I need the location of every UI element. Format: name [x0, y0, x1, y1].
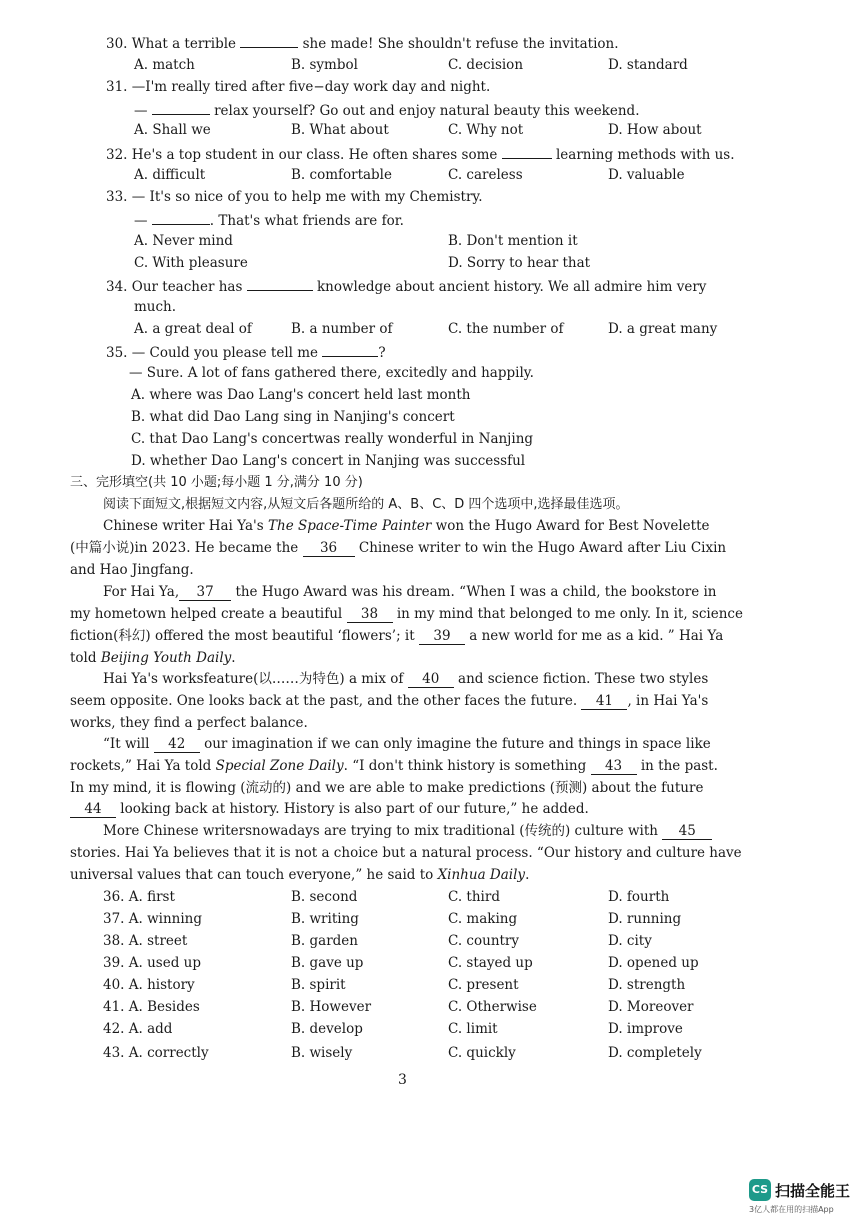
q31-blank [152, 100, 210, 115]
option-42-d: D. improve [608, 1021, 683, 1037]
p5-l1-a: More Chinese writersnowadays are trying to mix traditional (传统的) culture with [103, 823, 658, 839]
newspaper-xinhua-daily: Xinhua Daily [437, 867, 526, 883]
p5-l3-b: . [525, 867, 530, 883]
passage-p3-line1 [103, 670, 708, 688]
section-instruction: 阅读下面短文,根据短文内容,从短文后各题所给的 A、B、C、D 四个选项中,选择最佳选项。 [103, 497, 629, 512]
q35-stem-a: 35. — Could you please tell me [106, 345, 319, 361]
p3-l1-b: and science fiction. These two styles [458, 671, 709, 687]
camscanner-logo-icon: CS [749, 1179, 771, 1201]
passage-p2-line1 [103, 583, 717, 601]
passage-p1-line2 [70, 539, 726, 557]
q34-stem-cont: much. [134, 299, 177, 315]
q30-option-b: B. symbol [291, 57, 358, 73]
option-36-b: B. second [291, 889, 358, 905]
q34-option-c: C. the number of [448, 321, 564, 337]
option-37-d: D. running [608, 911, 682, 927]
option-43-a: 43. A. correctly [103, 1045, 209, 1061]
q30-stem-a: 30. What a terrible [106, 36, 237, 52]
q35-stem [106, 342, 386, 362]
option-36-d: D. fourth [608, 889, 670, 905]
option-41-b: B. However [291, 999, 372, 1015]
p2-l3-b: a new world for me as a kid. ” Hai Ya [469, 628, 724, 644]
option-38-d: D. city [608, 933, 652, 949]
p2-l1-a: For Hai Ya, [103, 584, 180, 600]
q31-option-d: D. How about [608, 122, 702, 138]
p2-l2-a: my hometown helped create a beautiful [70, 606, 343, 622]
q35-option-b: B. what did Dao Lang sing in Nanjing's concert [131, 409, 455, 425]
option-40-c: C. present [448, 977, 519, 993]
option-41-a: 41. A. Besides [103, 999, 200, 1015]
scanner-watermark [749, 1179, 861, 1219]
q34-option-d: D. a great many [608, 321, 718, 337]
p1-l1-b: won the Hugo Award for Best Novelette [431, 518, 710, 534]
q35-option-a: A. where was Dao Lang's concert held last month [131, 387, 471, 403]
option-43-d: D. completely [608, 1045, 702, 1061]
book-title: The Space-Time Painter [268, 518, 432, 534]
q33-reply [134, 210, 404, 230]
q33-reply-b: . That's what friends are for. [209, 213, 404, 229]
passage-p4-line2 [70, 757, 718, 775]
q32-option-a: A. difficult [134, 167, 206, 183]
passage-p4-line3: In my mind, it is flowing (流动的) and we are able to make predictions (预测) about the future [70, 780, 704, 796]
q34-stem [106, 276, 706, 296]
option-43-c: C. quickly [448, 1045, 516, 1061]
q34-stem-a: 34. Our teacher has [106, 279, 243, 295]
p1-l2-b: Chinese writer to win the Hugo Award after Liu Cixin [358, 540, 727, 556]
q31-option-a: A. Shall we [134, 122, 211, 138]
q30-option-d: D. standard [608, 57, 688, 73]
blank-38: 38 [347, 607, 393, 623]
q32-option-d: D. valuable [608, 167, 685, 183]
p3-l2-b: , in Hai Ya's [627, 693, 709, 709]
p2-l2-b: in my mind that belonged to me only. In it, science [396, 606, 743, 622]
watermark-title: 扫描全能王 [775, 1182, 851, 1200]
newspaper-beijing-youth-daily: Beijing Youth Daily [100, 650, 232, 666]
option-38-c: C. country [448, 933, 520, 949]
p3-l1-a: Hai Ya's worksfeature(以……为特色) a mix of [103, 671, 404, 687]
passage-p3-line2 [70, 692, 708, 710]
newspaper-special-zone-daily: Special Zone Daily [215, 758, 344, 774]
q34-option-b: B. a number of [291, 321, 393, 337]
option-42-a: 42. A. add [103, 1021, 173, 1037]
blank-42: 42 [154, 737, 200, 753]
option-42-b: B. develop [291, 1021, 363, 1037]
option-43-b: B. wisely [291, 1045, 353, 1061]
option-39-c: C. stayed up [448, 955, 533, 971]
p2-l3-a: fiction(科幻) offered the most beautiful ‘flowers’; it [70, 628, 415, 644]
p2-l4-a: told [70, 650, 101, 666]
passage-p2-line3 [70, 627, 723, 645]
q33-option-b: B. Don't mention it [448, 233, 578, 249]
blank-41: 41 [581, 694, 627, 710]
q32-stem-b: learning methods with us. [555, 147, 735, 163]
q32-blank [502, 144, 552, 159]
q31-stem: 31. —I'm really tired after five−day work day and night. [106, 79, 491, 95]
passage-p5-line1 [103, 822, 712, 840]
q31-reply [134, 100, 639, 120]
q32-option-b: B. comfortable [291, 167, 392, 183]
q31-option-c: C. Why not [448, 122, 524, 138]
q34-stem-b: knowledge about ancient history. We all admire him very [317, 279, 707, 295]
blank-36: 36 [303, 541, 355, 557]
option-41-c: C. Otherwise [448, 999, 537, 1015]
option-38-a: 38. A. street [103, 933, 188, 949]
q33-option-a: A. Never mind [134, 233, 233, 249]
p4-l1-b: our imagination if we can only imagine the future and things in space like [204, 736, 711, 752]
passage-p2-line2 [70, 605, 743, 623]
q35-option-c: C. that Dao Lang's concertwas really wonderful in Nanjing [131, 431, 534, 447]
q30-stem [106, 33, 619, 53]
q34-blank [247, 276, 313, 291]
q35-reply: — Sure. A lot of fans gathered there, excitedly and happily. [129, 365, 534, 381]
p4-l1-a: “It will [103, 736, 150, 752]
option-36-a: 36. A. first [103, 889, 175, 905]
blank-37: 37 [179, 585, 231, 601]
watermark-subtitle: 3亿人都在用的扫描App [749, 1205, 834, 1214]
p5-l3-a: universal values that can touch everyone,” he said to [70, 867, 438, 883]
passage-p1-line1 [103, 517, 710, 535]
option-39-d: D. opened up [608, 955, 699, 971]
option-38-b: B. garden [291, 933, 358, 949]
q32-option-c: C. careless [448, 167, 523, 183]
p4-l2-b: . “I don't think history is something [343, 758, 587, 774]
q34-option-a: A. a great deal of [134, 321, 252, 337]
option-41-d: D. Moreover [608, 999, 694, 1015]
q35-option-d: D. whether Dao Lang's concert in Nanjing was successful [131, 453, 526, 469]
passage-p4-line1 [103, 735, 711, 753]
option-40-d: D. strength [608, 977, 686, 993]
q31-option-b: B. What about [291, 122, 389, 138]
option-36-c: C. third [448, 889, 500, 905]
passage-p2-line4 [70, 649, 236, 667]
q30-blank [240, 33, 298, 48]
passage-p4-line4 [70, 800, 589, 818]
passage-p5-line2: stories. Hai Ya believes that it is not a choice but a natural process. “Our history and culture have [70, 845, 742, 861]
q30-stem-b: she made! She shouldn't refuse the invitation. [302, 36, 619, 52]
q32-stem-a: 32. He's a top student in our class. He often shares some [106, 147, 498, 163]
q33-option-c: C. With pleasure [134, 255, 248, 271]
blank-43: 43 [591, 759, 637, 775]
section-title: 三、完形填空(共 10 小题;每小题 1 分,满分 10 分) [70, 475, 363, 490]
blank-44: 44 [70, 802, 116, 818]
q30-option-c: C. decision [448, 57, 524, 73]
p3-l2-a: seem opposite. One looks back at the past, and the other faces the future. [70, 693, 578, 709]
q33-blank [152, 210, 210, 225]
option-37-a: 37. A. winning [103, 911, 203, 927]
passage-p1-line3: and Hao Jingfang. [70, 562, 194, 578]
q31-reply-a: — [134, 103, 148, 119]
blank-45: 45 [662, 824, 712, 840]
option-37-c: C. making [448, 911, 518, 927]
q35-stem-b: ? [378, 345, 386, 361]
q33-stem: 33. — It's so nice of you to help me with my Chemistry. [106, 189, 483, 205]
option-40-a: 40. A. history [103, 977, 195, 993]
q35-blank [322, 342, 378, 357]
p4-l2-c: in the past. [640, 758, 718, 774]
passage-p5-line3 [70, 866, 529, 884]
q33-reply-a: — [134, 213, 148, 229]
q31-reply-b: relax yourself? Go out and enjoy natural beauty this weekend. [214, 103, 640, 119]
passage-p3-line3: works, they find a perfect balance. [70, 715, 308, 731]
p1-l2-a: (中篇小说)in 2023. He became the [70, 540, 299, 556]
p4-l2-a: rockets,” Hai Ya told [70, 758, 216, 774]
p2-l4-b: . [231, 650, 236, 666]
option-39-b: B. gave up [291, 955, 364, 971]
option-39-a: 39. A. used up [103, 955, 201, 971]
option-42-c: C. limit [448, 1021, 498, 1037]
option-40-b: B. spirit [291, 977, 346, 993]
p4-l4: looking back at history. History is also part of our future,” he added. [120, 801, 589, 817]
option-37-b: B. writing [291, 911, 359, 927]
page-number: 3 [398, 1072, 407, 1088]
p2-l1-b: the Hugo Award was his dream. “When I was a child, the bookstore in [235, 584, 717, 600]
blank-39: 39 [419, 629, 465, 645]
q32-stem [106, 144, 735, 164]
blank-40: 40 [408, 672, 454, 688]
q30-option-a: A. match [134, 57, 195, 73]
q33-option-d: D. Sorry to hear that [448, 255, 591, 271]
p1-l1-a: Chinese writer Hai Ya's [103, 518, 268, 534]
